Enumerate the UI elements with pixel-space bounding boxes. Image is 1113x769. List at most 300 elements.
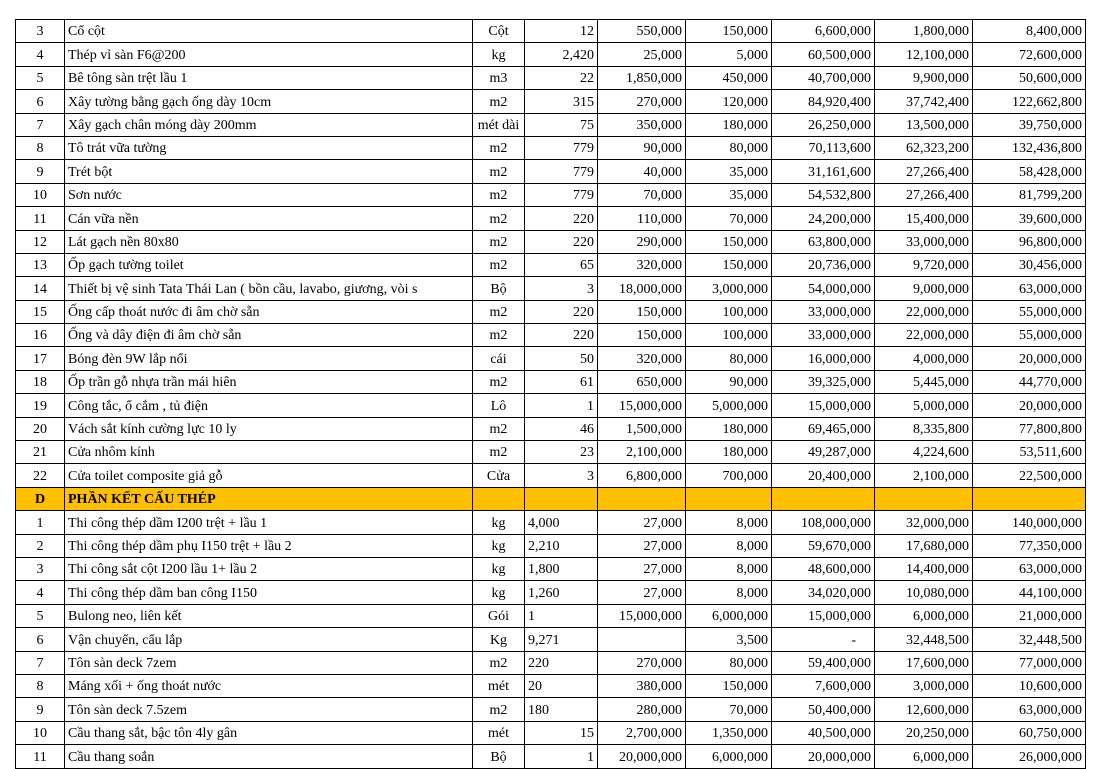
cell-unit[interactable]: mét dài: [473, 113, 525, 136]
cell-item-name[interactable]: Tôn sàn deck 7.5zem: [65, 698, 473, 721]
cell-item-name[interactable]: Cửa nhôm kính: [65, 441, 473, 464]
cell-quantity[interactable]: 779: [525, 160, 598, 183]
cell-stt[interactable]: 4: [16, 581, 65, 604]
cell-material-total[interactable]: 20,400,000: [772, 464, 875, 487]
cell-labor-price[interactable]: 150,000: [686, 230, 772, 253]
cell-material-price[interactable]: 20,000,000: [598, 745, 686, 768]
cell-labor-total[interactable]: 12,600,000: [875, 698, 973, 721]
cell-stt[interactable]: 12: [16, 230, 65, 253]
cell-quantity[interactable]: 1: [525, 394, 598, 417]
cell-quantity[interactable]: 61: [525, 370, 598, 393]
cell-material-total[interactable]: 39,325,000: [772, 370, 875, 393]
cell-grand-total[interactable]: 58,428,000: [973, 160, 1086, 183]
cell-stt[interactable]: 3: [16, 20, 65, 43]
cell-grand-total[interactable]: 22,500,000: [973, 464, 1086, 487]
cell-grand-total[interactable]: 140,000,000: [973, 511, 1086, 534]
cell-labor-price[interactable]: 8,000: [686, 557, 772, 580]
cell-labor-total[interactable]: 17,680,000: [875, 534, 973, 557]
cell-unit[interactable]: m2: [473, 136, 525, 159]
cell-labor-price[interactable]: 35,000: [686, 183, 772, 206]
cell-labor-price[interactable]: 70,000: [686, 207, 772, 230]
cell-material-price[interactable]: 15,000,000: [598, 394, 686, 417]
cell-unit[interactable]: m2: [473, 417, 525, 440]
cell-quantity[interactable]: [525, 487, 598, 510]
cell-unit[interactable]: m2: [473, 207, 525, 230]
cell-stt[interactable]: 9: [16, 160, 65, 183]
cell-labor-price[interactable]: 150,000: [686, 253, 772, 276]
cell-labor-total[interactable]: 33,000,000: [875, 230, 973, 253]
cell-material-price[interactable]: 27,000: [598, 511, 686, 534]
cell-labor-price[interactable]: 180,000: [686, 441, 772, 464]
cell-material-total[interactable]: 20,736,000: [772, 253, 875, 276]
cell-item-name[interactable]: Trét bột: [65, 160, 473, 183]
cell-unit[interactable]: cái: [473, 347, 525, 370]
cell-labor-price[interactable]: 180,000: [686, 113, 772, 136]
cell-material-price[interactable]: 18,000,000: [598, 277, 686, 300]
cell-stt[interactable]: 21: [16, 441, 65, 464]
cell-quantity[interactable]: 220: [525, 230, 598, 253]
cell-grand-total[interactable]: 63,000,000: [973, 557, 1086, 580]
cell-material-total[interactable]: 48,600,000: [772, 557, 875, 580]
cell-grand-total[interactable]: 44,100,000: [973, 581, 1086, 604]
cell-stt[interactable]: 7: [16, 113, 65, 136]
cell-labor-total[interactable]: 8,335,800: [875, 417, 973, 440]
cell-material-price[interactable]: 2,700,000: [598, 721, 686, 744]
cell-labor-price[interactable]: 8,000: [686, 534, 772, 557]
cell-item-name[interactable]: Tô trát vữa tường: [65, 136, 473, 159]
cell-item-name[interactable]: Công tắc, ổ cắm , tủ điện: [65, 394, 473, 417]
cell-labor-total[interactable]: 2,100,000: [875, 464, 973, 487]
cell-unit[interactable]: m2: [473, 230, 525, 253]
cell-unit[interactable]: Kg: [473, 628, 525, 651]
cell-labor-price[interactable]: 6,000,000: [686, 745, 772, 768]
cell-material-total[interactable]: 7,600,000: [772, 674, 875, 697]
cell-unit[interactable]: Bộ: [473, 745, 525, 768]
cell-labor-price[interactable]: 3,500: [686, 628, 772, 651]
cell-grand-total[interactable]: 8,400,000: [973, 20, 1086, 43]
cell-stt[interactable]: 20: [16, 417, 65, 440]
cell-labor-price[interactable]: 80,000: [686, 651, 772, 674]
cell-quantity[interactable]: 75: [525, 113, 598, 136]
cell-quantity[interactable]: 220: [525, 207, 598, 230]
cell-stt[interactable]: 7: [16, 651, 65, 674]
cell-labor-price[interactable]: 5,000,000: [686, 394, 772, 417]
cell-labor-price[interactable]: 80,000: [686, 347, 772, 370]
cell-quantity[interactable]: 779: [525, 183, 598, 206]
cell-stt[interactable]: 16: [16, 324, 65, 347]
cell-labor-price[interactable]: 35,000: [686, 160, 772, 183]
cell-labor-price[interactable]: 120,000: [686, 90, 772, 113]
cell-quantity[interactable]: 22: [525, 66, 598, 89]
cell-material-price[interactable]: [598, 628, 686, 651]
cell-quantity[interactable]: 4,000: [525, 511, 598, 534]
cell-unit[interactable]: Cửa: [473, 464, 525, 487]
cell-material-price[interactable]: 2,100,000: [598, 441, 686, 464]
cell-material-total[interactable]: 84,920,400: [772, 90, 875, 113]
cell-material-price[interactable]: 40,000: [598, 160, 686, 183]
cell-stt[interactable]: D: [16, 487, 65, 510]
cell-stt[interactable]: 5: [16, 66, 65, 89]
cell-grand-total[interactable]: 20,000,000: [973, 394, 1086, 417]
cell-quantity[interactable]: 12: [525, 20, 598, 43]
cell-material-price[interactable]: 1,850,000: [598, 66, 686, 89]
cell-material-total[interactable]: 16,000,000: [772, 347, 875, 370]
table-row: [16, 113, 1086, 136]
cell-unit[interactable]: Lô: [473, 394, 525, 417]
cell-item-name[interactable]: Ống cấp thoát nước đi âm chờ sẵn: [65, 300, 473, 323]
cell-item-name[interactable]: Cầu thang sắt, bậc tôn 4ly gân: [65, 721, 473, 744]
table-row: [16, 43, 1086, 66]
cell-quantity[interactable]: 220: [525, 300, 598, 323]
cell-item-name[interactable]: Ốp trần gỗ nhựa trần mái hiên: [65, 370, 473, 393]
cell-material-price[interactable]: 650,000: [598, 370, 686, 393]
cell-material-total[interactable]: 49,287,000: [772, 441, 875, 464]
cell-material-price[interactable]: 27,000: [598, 557, 686, 580]
cell-unit[interactable]: m2: [473, 90, 525, 113]
cell-grand-total[interactable]: 26,000,000: [973, 745, 1086, 768]
cell-stt[interactable]: 2: [16, 534, 65, 557]
cell-labor-price[interactable]: 150,000: [686, 674, 772, 697]
cell-labor-total[interactable]: 9,900,000: [875, 66, 973, 89]
cell-material-total[interactable]: 69,465,000: [772, 417, 875, 440]
cell-material-total[interactable]: 59,670,000: [772, 534, 875, 557]
cell-quantity[interactable]: 1: [525, 604, 598, 627]
cell-item-name[interactable]: Tôn sàn deck 7zem: [65, 651, 473, 674]
cell-labor-price[interactable]: 80,000: [686, 136, 772, 159]
cell-material-price[interactable]: 6,800,000: [598, 464, 686, 487]
cell-item-name[interactable]: PHẦN KẾT CẤU THÉP: [65, 487, 473, 510]
cell-grand-total[interactable]: 30,456,000: [973, 253, 1086, 276]
cell-material-total[interactable]: 31,161,600: [772, 160, 875, 183]
cell-material-total[interactable]: 33,000,000: [772, 300, 875, 323]
cell-unit[interactable]: m2: [473, 441, 525, 464]
cell-quantity[interactable]: 779: [525, 136, 598, 159]
cell-item-name[interactable]: Thi công thép dầm ban công I150: [65, 581, 473, 604]
cell-labor-total[interactable]: 6,000,000: [875, 745, 973, 768]
cell-item-name[interactable]: Ống và dây điện đi âm chờ sẵn: [65, 324, 473, 347]
cell-quantity[interactable]: 180: [525, 698, 598, 721]
cell-material-total[interactable]: 24,200,000: [772, 207, 875, 230]
cell-grand-total[interactable]: 60,750,000: [973, 721, 1086, 744]
cell-material-price[interactable]: 150,000: [598, 324, 686, 347]
table-row: [16, 557, 1086, 580]
cell-material-price[interactable]: 110,000: [598, 207, 686, 230]
cell-item-name[interactable]: Máng xối + ống thoát nước: [65, 674, 473, 697]
cell-quantity[interactable]: 3: [525, 277, 598, 300]
cell-quantity[interactable]: 315: [525, 90, 598, 113]
cell-quantity[interactable]: 2,420: [525, 43, 598, 66]
cell-grand-total[interactable]: 39,600,000: [973, 207, 1086, 230]
cell-grand-total[interactable]: 63,000,000: [973, 277, 1086, 300]
table-row: [16, 90, 1086, 113]
cell-labor-total[interactable]: 32,000,000: [875, 511, 973, 534]
table-row: [16, 207, 1086, 230]
cell-unit[interactable]: m2: [473, 370, 525, 393]
cell-stt[interactable]: 13: [16, 253, 65, 276]
cell-material-total[interactable]: 50,400,000: [772, 698, 875, 721]
cell-labor-total[interactable]: 13,500,000: [875, 113, 973, 136]
cell-labor-total[interactable]: [875, 487, 973, 510]
cell-item-name[interactable]: Bulong neo, liên kết: [65, 604, 473, 627]
cell-unit[interactable]: Bộ: [473, 277, 525, 300]
cell-labor-total[interactable]: 27,266,400: [875, 183, 973, 206]
cell-quantity[interactable]: 46: [525, 417, 598, 440]
cell-material-price[interactable]: 270,000: [598, 651, 686, 674]
cell-stt[interactable]: 22: [16, 464, 65, 487]
cell-quantity[interactable]: 3: [525, 464, 598, 487]
cell-stt[interactable]: 11: [16, 207, 65, 230]
cell-labor-price[interactable]: 8,000: [686, 581, 772, 604]
cell-labor-total[interactable]: 22,000,000: [875, 324, 973, 347]
cell-material-total[interactable]: 60,500,000: [772, 43, 875, 66]
cell-grand-total[interactable]: 21,000,000: [973, 604, 1086, 627]
cell-labor-price[interactable]: 5,000: [686, 43, 772, 66]
cell-stt[interactable]: 11: [16, 745, 65, 768]
cell-item-name[interactable]: Ốp gạch tường toilet: [65, 253, 473, 276]
cell-unit[interactable]: kg: [473, 557, 525, 580]
cell-quantity[interactable]: 1,260: [525, 581, 598, 604]
cell-item-name[interactable]: Vận chuyển, cẩu lắp: [65, 628, 473, 651]
cell-grand-total[interactable]: 77,800,800: [973, 417, 1086, 440]
cell-labor-total[interactable]: 3,000,000: [875, 674, 973, 697]
table-row: [16, 511, 1086, 534]
cell-grand-total[interactable]: 55,000,000: [973, 300, 1086, 323]
cell-material-total[interactable]: 40,700,000: [772, 66, 875, 89]
cell-labor-total[interactable]: 9,720,000: [875, 253, 973, 276]
cell-quantity[interactable]: 20: [525, 674, 598, 697]
cell-item-name[interactable]: Thi công thép dầm I200 trệt + lầu 1: [65, 511, 473, 534]
cell-item-name[interactable]: Thi công sắt cột I200 lầu 1+ lầu 2: [65, 557, 473, 580]
cell-stt[interactable]: 6: [16, 90, 65, 113]
cell-material-total[interactable]: 20,000,000: [772, 745, 875, 768]
cell-stt[interactable]: 15: [16, 300, 65, 323]
cell-item-name[interactable]: Cổ cột: [65, 20, 473, 43]
cell-labor-total[interactable]: 27,266,400: [875, 160, 973, 183]
cell-stt[interactable]: 1: [16, 511, 65, 534]
cell-unit[interactable]: kg: [473, 43, 525, 66]
cell-item-name[interactable]: Vách sắt kính cường lực 10 ly: [65, 417, 473, 440]
cell-quantity[interactable]: 2,210: [525, 534, 598, 557]
cell-stt[interactable]: 10: [16, 183, 65, 206]
cell-unit[interactable]: m2: [473, 324, 525, 347]
cell-quantity[interactable]: 220: [525, 324, 598, 347]
cell-material-total[interactable]: 108,000,000: [772, 511, 875, 534]
cell-labor-total[interactable]: 6,000,000: [875, 604, 973, 627]
cell-labor-price[interactable]: 90,000: [686, 370, 772, 393]
cell-unit[interactable]: m2: [473, 253, 525, 276]
cell-quantity[interactable]: 65: [525, 253, 598, 276]
cell-material-total[interactable]: 59,400,000: [772, 651, 875, 674]
cell-unit[interactable]: m2: [473, 651, 525, 674]
cell-labor-total[interactable]: 4,000,000: [875, 347, 973, 370]
cell-stt[interactable]: 17: [16, 347, 65, 370]
cell-labor-total[interactable]: 14,400,000: [875, 557, 973, 580]
cell-labor-total[interactable]: 37,742,400: [875, 90, 973, 113]
cell-labor-total[interactable]: 12,100,000: [875, 43, 973, 66]
cell-quantity[interactable]: 1: [525, 745, 598, 768]
cell-labor-price[interactable]: 3,000,000: [686, 277, 772, 300]
cell-grand-total[interactable]: 122,662,800: [973, 90, 1086, 113]
cell-item-name[interactable]: Thiết bị vệ sinh Tata Thái Lan ( bồn cầu, lavabo, giương, vòi s: [65, 277, 473, 300]
cell-stt[interactable]: 6: [16, 628, 65, 651]
cell-stt[interactable]: 3: [16, 557, 65, 580]
cell-unit[interactable]: mét: [473, 674, 525, 697]
cell-quantity[interactable]: 9,271: [525, 628, 598, 651]
table-row: [16, 300, 1086, 323]
cell-item-name[interactable]: Cầu thang soắn: [65, 745, 473, 768]
cell-unit[interactable]: m2: [473, 160, 525, 183]
cell-material-price[interactable]: 27,000: [598, 581, 686, 604]
cell-labor-price[interactable]: 70,000: [686, 698, 772, 721]
cell-item-name[interactable]: Xây tường bằng gạch ống dày 10cm: [65, 90, 473, 113]
cell-grand-total[interactable]: [973, 487, 1086, 510]
cell-grand-total[interactable]: 32,448,500: [973, 628, 1086, 651]
cell-material-price[interactable]: 320,000: [598, 347, 686, 370]
cell-stt[interactable]: 8: [16, 674, 65, 697]
cell-labor-price[interactable]: 8,000: [686, 511, 772, 534]
cell-material-total[interactable]: 6,600,000: [772, 20, 875, 43]
cell-item-name[interactable]: Sơn nước: [65, 183, 473, 206]
cell-material-total[interactable]: -: [772, 628, 875, 651]
cell-material-price[interactable]: 25,000: [598, 43, 686, 66]
cell-labor-price[interactable]: 100,000: [686, 300, 772, 323]
cell-labor-price[interactable]: 6,000,000: [686, 604, 772, 627]
cell-material-total[interactable]: 70,113,600: [772, 136, 875, 159]
cell-unit[interactable]: m2: [473, 300, 525, 323]
cell-labor-total[interactable]: 15,400,000: [875, 207, 973, 230]
cell-item-name[interactable]: Bóng đèn 9W lắp nổi: [65, 347, 473, 370]
cell-grand-total[interactable]: 96,800,000: [973, 230, 1086, 253]
cell-item-name[interactable]: Cửa toilet composite giả gỗ: [65, 464, 473, 487]
table-row: [16, 324, 1086, 347]
cell-material-price[interactable]: 380,000: [598, 674, 686, 697]
cell-material-price[interactable]: 90,000: [598, 136, 686, 159]
cell-labor-total[interactable]: 22,000,000: [875, 300, 973, 323]
cell-quantity[interactable]: 220: [525, 651, 598, 674]
cell-grand-total[interactable]: 50,600,000: [973, 66, 1086, 89]
cell-unit[interactable]: kg: [473, 511, 525, 534]
cell-grand-total[interactable]: 39,750,000: [973, 113, 1086, 136]
cell-material-total[interactable]: 15,000,000: [772, 604, 875, 627]
cell-material-total[interactable]: 26,250,000: [772, 113, 875, 136]
cell-grand-total[interactable]: 53,511,600: [973, 441, 1086, 464]
cell-grand-total[interactable]: 10,600,000: [973, 674, 1086, 697]
cell-quantity[interactable]: 50: [525, 347, 598, 370]
cell-material-total[interactable]: 15,000,000: [772, 394, 875, 417]
cell-grand-total[interactable]: 81,799,200: [973, 183, 1086, 206]
cell-material-price[interactable]: 27,000: [598, 534, 686, 557]
cell-item-name[interactable]: Lát gạch nền 80x80: [65, 230, 473, 253]
cell-labor-total[interactable]: 5,445,000: [875, 370, 973, 393]
cell-material-price[interactable]: 280,000: [598, 698, 686, 721]
cell-grand-total[interactable]: 77,350,000: [973, 534, 1086, 557]
cell-labor-total[interactable]: 9,000,000: [875, 277, 973, 300]
cell-material-price[interactable]: 350,000: [598, 113, 686, 136]
cell-material-total[interactable]: 40,500,000: [772, 721, 875, 744]
table-row: [16, 20, 1086, 43]
cell-material-total[interactable]: 54,000,000: [772, 277, 875, 300]
cell-material-total[interactable]: 34,020,000: [772, 581, 875, 604]
cell-stt[interactable]: 14: [16, 277, 65, 300]
cell-item-name[interactable]: Xây gạch chân móng dày 200mm: [65, 113, 473, 136]
cell-labor-total[interactable]: 32,448,500: [875, 628, 973, 651]
cell-labor-total[interactable]: 4,224,600: [875, 441, 973, 464]
cell-material-price[interactable]: 1,500,000: [598, 417, 686, 440]
cell-grand-total[interactable]: 72,600,000: [973, 43, 1086, 66]
cell-labor-total[interactable]: 20,250,000: [875, 721, 973, 744]
cell-grand-total[interactable]: 77,000,000: [973, 651, 1086, 674]
cell-material-price[interactable]: 270,000: [598, 90, 686, 113]
cell-unit[interactable]: mét: [473, 721, 525, 744]
cell-labor-total[interactable]: 5,000,000: [875, 394, 973, 417]
cell-material-price[interactable]: 70,000: [598, 183, 686, 206]
cell-quantity[interactable]: 1,800: [525, 557, 598, 580]
cell-grand-total[interactable]: 132,436,800: [973, 136, 1086, 159]
cell-material-price[interactable]: 550,000: [598, 20, 686, 43]
cell-unit[interactable]: kg: [473, 581, 525, 604]
cell-unit[interactable]: [473, 487, 525, 510]
cell-labor-total[interactable]: 10,080,000: [875, 581, 973, 604]
cell-stt[interactable]: 19: [16, 394, 65, 417]
cell-stt[interactable]: 18: [16, 370, 65, 393]
cell-item-name[interactable]: Bê tông sàn trệt lầu 1: [65, 66, 473, 89]
cell-unit[interactable]: Cột: [473, 20, 525, 43]
cell-labor-price[interactable]: [686, 487, 772, 510]
cell-material-price[interactable]: 15,000,000: [598, 604, 686, 627]
table-row: [16, 604, 1086, 627]
cell-item-name[interactable]: Cán vữa nền: [65, 207, 473, 230]
cell-item-name[interactable]: Thép vỉ sàn F6@200: [65, 43, 473, 66]
cell-unit[interactable]: m3: [473, 66, 525, 89]
cell-material-total[interactable]: 63,800,000: [772, 230, 875, 253]
cell-item-name[interactable]: Thi công thép dầm phụ I150 trệt + lầu 2: [65, 534, 473, 557]
cell-grand-total[interactable]: 44,770,000: [973, 370, 1086, 393]
cell-material-total[interactable]: [772, 487, 875, 510]
cell-labor-price[interactable]: 100,000: [686, 324, 772, 347]
cell-labor-price[interactable]: 1,350,000: [686, 721, 772, 744]
cell-stt[interactable]: 8: [16, 136, 65, 159]
cell-unit[interactable]: kg: [473, 534, 525, 557]
cell-stt[interactable]: 10: [16, 721, 65, 744]
cell-labor-price[interactable]: 150,000: [686, 20, 772, 43]
cell-material-price[interactable]: 320,000: [598, 253, 686, 276]
cell-grand-total[interactable]: 20,000,000: [973, 347, 1086, 370]
cell-labor-total[interactable]: 1,800,000: [875, 20, 973, 43]
cell-labor-price[interactable]: 180,000: [686, 417, 772, 440]
cell-material-price[interactable]: [598, 487, 686, 510]
cell-labor-price[interactable]: 450,000: [686, 66, 772, 89]
cell-quantity[interactable]: 15: [525, 721, 598, 744]
cell-material-price[interactable]: 150,000: [598, 300, 686, 323]
cell-stt[interactable]: 5: [16, 604, 65, 627]
cell-material-total[interactable]: 54,532,800: [772, 183, 875, 206]
cell-unit[interactable]: m2: [473, 698, 525, 721]
cell-unit[interactable]: m2: [473, 183, 525, 206]
cell-labor-price[interactable]: 700,000: [686, 464, 772, 487]
cell-material-price[interactable]: 290,000: [598, 230, 686, 253]
cell-stt[interactable]: 4: [16, 43, 65, 66]
table-row: [16, 66, 1086, 89]
cell-grand-total[interactable]: 63,000,000: [973, 698, 1086, 721]
cell-grand-total[interactable]: 55,000,000: [973, 324, 1086, 347]
cell-quantity[interactable]: 23: [525, 441, 598, 464]
cell-labor-total[interactable]: 17,600,000: [875, 651, 973, 674]
table-row: [16, 441, 1086, 464]
cell-material-total[interactable]: 33,000,000: [772, 324, 875, 347]
cell-unit[interactable]: Gói: [473, 604, 525, 627]
cell-labor-total[interactable]: 62,323,200: [875, 136, 973, 159]
cell-stt[interactable]: 9: [16, 698, 65, 721]
